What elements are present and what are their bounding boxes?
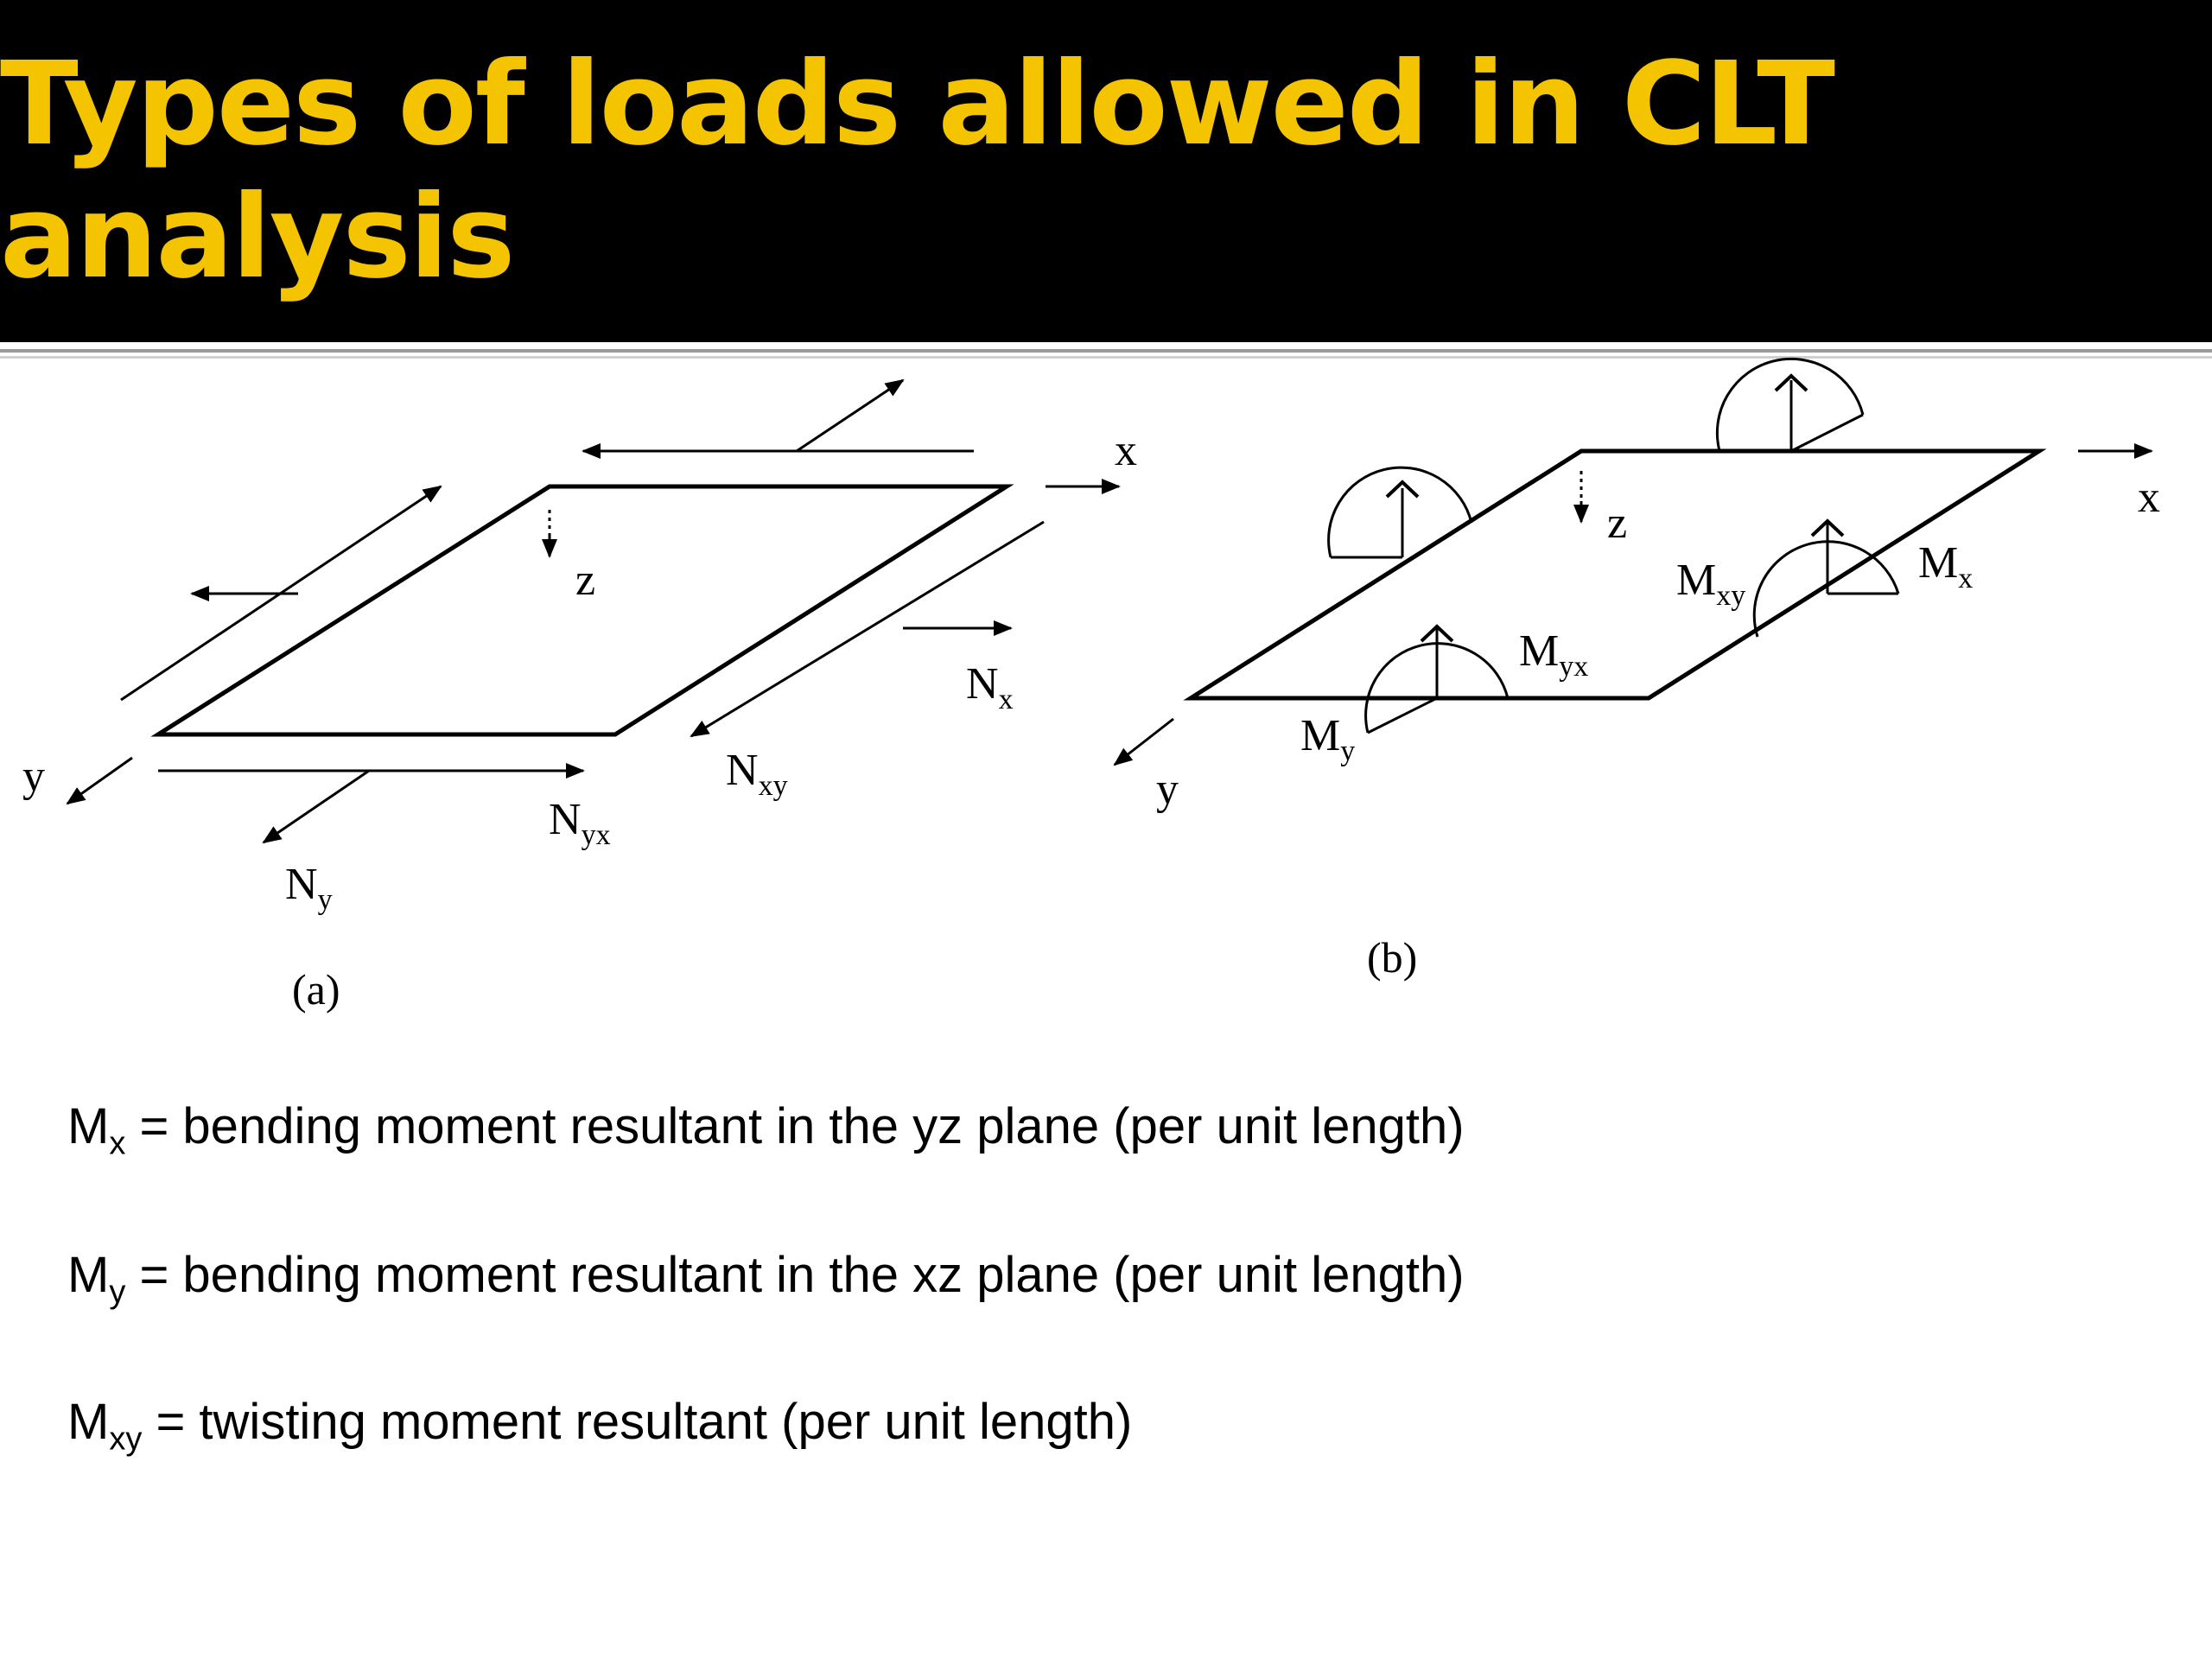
mxy-label: $M_{xy}$ bbox=[1676, 556, 1746, 612]
y-axis-a bbox=[67, 758, 132, 804]
figure-b-moments bbox=[1115, 359, 2152, 765]
mx-label: $M_x$ bbox=[1918, 538, 1974, 594]
y-axis-b bbox=[1115, 719, 1173, 765]
moment-symbol-back-top bbox=[1717, 359, 1863, 451]
ny-label: $N_y$ bbox=[285, 860, 333, 916]
my-label: $M_y$ bbox=[1300, 711, 1356, 767]
nyx-label: $N_{yx}$ bbox=[549, 795, 611, 851]
definition-mx: $M_x$ = bending moment resultant in the yz plane (per unit length) bbox=[67, 1098, 1465, 1162]
myx-label: $M_{yx}$ bbox=[1519, 626, 1589, 683]
fig-b-caption: (b) bbox=[1367, 933, 1418, 982]
fig-a-y-label: y bbox=[22, 752, 45, 801]
moment-symbol-my-myx bbox=[1366, 626, 1508, 733]
ny-arrow-back bbox=[797, 380, 903, 451]
nx-label: $N_x$ bbox=[966, 659, 1014, 715]
ny-arrow-front bbox=[264, 771, 369, 842]
moment-symbol-back-left bbox=[1329, 467, 1471, 557]
fig-a-caption: (a) bbox=[292, 965, 340, 1014]
plate-a bbox=[158, 486, 1007, 734]
fig-b-x-label: x bbox=[2138, 473, 2160, 522]
definition-mxy: $M_{xy}$ = twisting moment resultant (per unit length) bbox=[67, 1394, 1133, 1458]
slide-title: Types of loads allowed in CLT analysis bbox=[0, 38, 1834, 304]
definition-my: $M_y$ = bending moment resultant in the xz plane (per unit length) bbox=[67, 1247, 1465, 1311]
nxy-label: $N_{xy}$ bbox=[726, 746, 788, 802]
nxy-arrow-left bbox=[121, 486, 441, 700]
fig-b-y-label: y bbox=[1156, 765, 1179, 814]
fig-b-z-label: z bbox=[1607, 499, 1628, 548]
plate-b bbox=[1191, 451, 2039, 698]
fig-a-x-label: x bbox=[1115, 426, 1137, 475]
figure-a-in-plane-loads bbox=[67, 380, 1119, 842]
fig-a-z-label: z bbox=[575, 556, 596, 605]
